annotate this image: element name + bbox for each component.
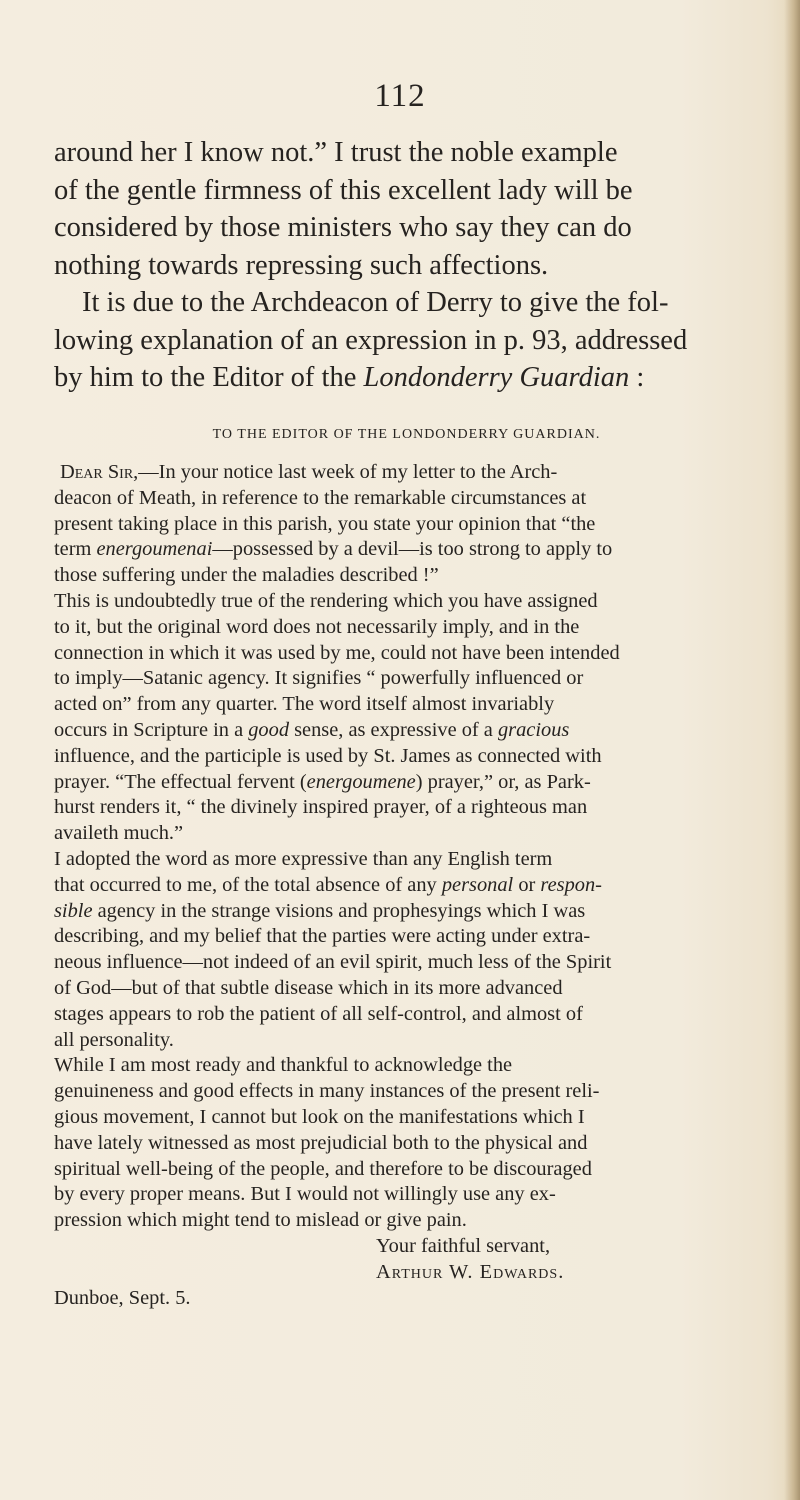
- quoted-letter: [54, 420, 759, 1311]
- text-line: of the gentle firmness of this excellent lady will be: [54, 174, 633, 206]
- text-span: prayer. “The effectual fervent (: [54, 770, 307, 793]
- salutation: Dear Sir,: [60, 461, 139, 483]
- text-line: acted on” from any quarter. The word itself almost invariably: [54, 693, 555, 716]
- main-text: [54, 134, 759, 397]
- text-line: stages appears to rob the patient of all self-control, and almost of: [54, 1002, 583, 1025]
- letter-signature: Arthur W. Edwards.: [376, 1260, 565, 1283]
- emphasis: gracious: [497, 718, 570, 741]
- text-line: describing, and my belief that the parties were acting under extra-: [54, 925, 591, 948]
- text-span: —In your notice last week of my letter to the Arch-: [138, 461, 558, 483]
- letter-place-date: Dunboe, Sept. 5.: [54, 1286, 191, 1309]
- text-span: sense, as expressive of a: [289, 718, 498, 741]
- letter-closing: Your faithful servant,: [376, 1234, 551, 1257]
- page-edge-shadow: [784, 0, 800, 1500]
- text-line: of God—but of that subtle disease which in its more advanced: [54, 976, 563, 999]
- emphasis: respon-: [540, 873, 602, 896]
- emphasis: personal: [441, 873, 514, 896]
- emphasis: good: [248, 718, 290, 741]
- text-line: have lately witnessed as most prejudicial both to the physical and: [54, 1131, 588, 1154]
- text-line: [54, 873, 759, 899]
- text-span: that occurred to me, of the total absence of any: [54, 873, 442, 896]
- text-line: hurst renders it, “ the divinely inspired prayer, of a righteous man: [54, 796, 588, 819]
- text-line: influence, and the participle is used by St. James as connected with: [54, 744, 602, 767]
- text-line: [54, 537, 759, 563]
- newspaper-title: Londonderry Guardian: [363, 362, 630, 393]
- text-line: considered by those ministers who say they can do: [54, 212, 632, 243]
- text-span: occurs in Scripture in a: [54, 718, 249, 741]
- text-line: genuineness and good effects in many instances of the present reli-: [54, 1080, 600, 1103]
- text-line: availeth much.”: [54, 822, 184, 845]
- text-line: I adopted the word as more expressive than any English term: [54, 847, 553, 870]
- text-line: It is due to the Archdeacon of Derry to give the fol-: [82, 287, 669, 318]
- text-line: neous influence—not indeed of an evil spirit, much less of the Spirit: [54, 951, 612, 974]
- text-span: term: [54, 538, 97, 561]
- page-number: 112: [374, 78, 426, 114]
- text-span: by him to the Editor of the: [54, 362, 364, 393]
- text-line: connection in which it was used by me, could not have been intended: [54, 641, 620, 664]
- text-line: those suffering under the maladies described !”: [54, 564, 439, 587]
- text-line: present taking place in this parish, you state your opinion that “the: [54, 512, 596, 535]
- greek-term: energoumene: [306, 770, 416, 793]
- text-line: all personality.: [54, 1028, 174, 1051]
- text-line: by every proper means. But I would not willingly use any ex-: [54, 1183, 556, 1206]
- text-span: or: [513, 873, 541, 896]
- text-line: gious movement, I cannot but look on the manifestations which I: [54, 1105, 585, 1128]
- text-line: around her I know not.” I trust the noble example: [54, 137, 618, 168]
- text-line: [54, 718, 759, 744]
- text-line: This is undoubtedly true of the rendering which you have assigned: [54, 589, 598, 612]
- text-line: pression which might tend to mislead or give pain.: [54, 1209, 467, 1232]
- text-line: nothing towards repressing such affections.: [54, 249, 549, 281]
- text-line: [54, 899, 759, 925]
- text-line: [54, 770, 759, 796]
- greek-term: energoumenai: [96, 538, 213, 561]
- text-span: —possessed by a devil—is too strong to apply to: [212, 538, 613, 561]
- text-line: deacon of Meath, in reference to the remarkable circumstances at: [54, 486, 587, 509]
- text-span: ) prayer,” or, as Park-: [415, 770, 591, 793]
- emphasis: sible: [54, 899, 93, 922]
- text-line: spiritual well-being of the people, and therefore to be discouraged: [54, 1157, 592, 1180]
- text-line: lowing explanation of an expression in p. 93, addressed: [54, 324, 688, 356]
- text-line: to it, but the original word does not necessarily imply, and in the: [54, 615, 580, 638]
- text-line: [54, 460, 759, 486]
- text-line: to imply—Satanic agency. It signifies “ powerfully influenced or: [54, 667, 584, 690]
- text-line: [54, 359, 759, 397]
- text-span: :: [629, 362, 645, 393]
- text-line: While I am most ready and thankful to acknowledge the: [54, 1054, 513, 1077]
- text-span: agency in the strange visions and prophesyings which I was: [92, 899, 586, 922]
- letter-heading: TO THE EDITOR OF THE LONDONDERRY GUARDIAN.: [212, 427, 601, 442]
